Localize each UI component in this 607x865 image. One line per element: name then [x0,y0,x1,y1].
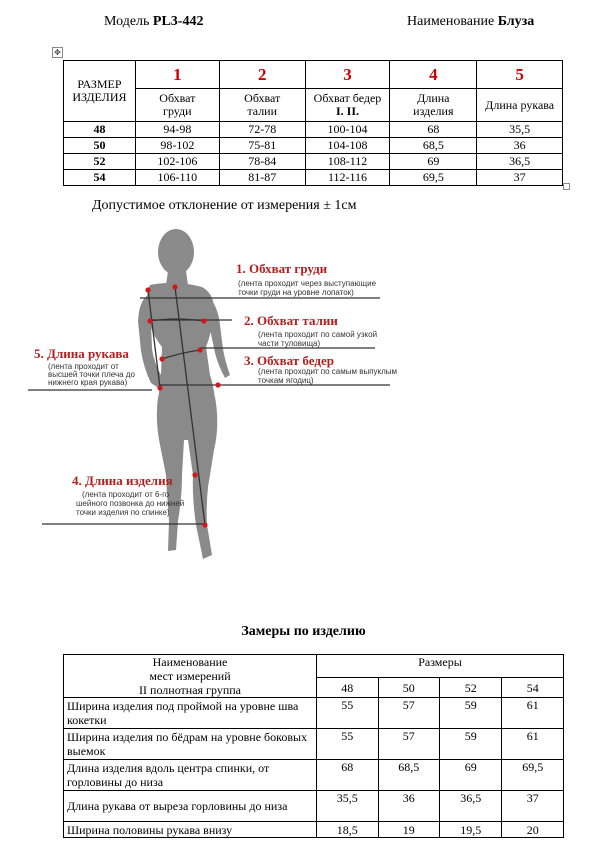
meas-value: 69,5 [502,760,564,791]
col-label-3-sub: I. II. [335,104,359,118]
size-cell: 108-112 [305,154,390,170]
col-num-3: 3 [305,61,390,89]
size-row [64,170,563,186]
meas-size-col: 50 [378,678,439,698]
name-header [407,14,534,30]
size-cell: 35,5 [477,122,563,138]
m1-title: 1. Обхват груди [236,261,328,276]
name-label: Наименование [407,14,495,29]
size-cell: 75-81 [219,138,305,154]
meas-row-name: Ширина изделия по бёдрам на уровне боковых выемок [64,729,317,760]
size-cell: 68,5 [390,138,477,154]
size-header-cell: РАЗМЕР ИЗДЕЛИЯ [64,61,136,122]
col-label-4: Длина изделия [390,89,477,122]
size-cell: 54 [64,170,136,186]
meas-value: 36,5 [439,791,502,822]
m5-desc2: высшей точки плеча до [48,370,135,379]
meas-value: 20 [502,822,564,838]
size-cell: 94-98 [135,122,219,138]
m5-title: 5. Длина рукава [34,346,129,361]
tolerance-note: Допустимое отклонение от измерения ± 1см [92,198,357,213]
table-resize-handle-icon[interactable] [563,183,570,190]
col-label-2: Обхват талии [219,89,305,122]
meas-value: 68 [317,760,378,791]
meas-value: 59 [439,729,502,760]
m1-desc1: (лента проходит через выступающие [238,279,377,288]
col-label-5: Длина рукава [477,89,563,122]
meas-row [64,822,564,838]
size-cell: 98-102 [135,138,219,154]
m3-desc2: точкам ягодиц) [258,376,314,385]
size-cell: 48 [64,122,136,138]
table-move-handle-icon[interactable]: ✥ [52,47,63,58]
size-cell: 36,5 [477,154,563,170]
meas-value: 37 [502,791,564,822]
meas-value: 61 [502,729,564,760]
meas-value: 59 [439,698,502,729]
m5-desc1: (лента проходит от [48,362,119,371]
m2-desc2: части туловища) [258,339,321,348]
col-num-5: 5 [477,61,563,89]
size-cell: 104-108 [305,138,390,154]
measurements-title: Замеры по изделию [241,624,366,639]
size-cell: 81-87 [219,170,305,186]
m4-title: 4. Длина изделия [72,473,173,488]
meas-name-header [64,655,317,698]
size-row [64,122,563,138]
col-label-3 [305,89,390,122]
meas-value: 19 [378,822,439,838]
meas-size-col: 52 [439,678,502,698]
meas-row-name: Длина изделия вдоль центра спинки, от горловины до низа [64,760,317,791]
model-value: PL3-442 [152,14,204,29]
meas-row [64,791,564,822]
meas-name-header-2: мест измерений [149,669,231,683]
size-cell: 69 [390,154,477,170]
meas-value: 61 [502,698,564,729]
size-cell: 36 [477,138,563,154]
meas-value: 68,5 [378,760,439,791]
meas-value: 57 [378,729,439,760]
meas-value: 18,5 [317,822,378,838]
size-cell: 37 [477,170,563,186]
name-value: Блуза [497,14,535,29]
body-measurement-figure [0,225,607,570]
meas-row-name: Ширина половины рукава внизу [64,822,317,838]
col-num-4: 4 [390,61,477,89]
meas-value: 69 [439,760,502,791]
meas-name-header-3: II полнотная группа [139,683,241,697]
meas-row-name: Длина рукава от выреза горловины до низа [64,791,317,822]
meas-value: 57 [378,698,439,729]
size-cell: 112-116 [305,170,390,186]
col-num-1: 1 [135,61,219,89]
meas-name-header-1: Наименование [152,655,228,669]
size-cell: 100-104 [305,122,390,138]
model-header [104,14,203,30]
size-cell: 69,5 [390,170,477,186]
size-cell: 72-78 [219,122,305,138]
meas-value: 19,5 [439,822,502,838]
m4-desc3: точки изделия по спинке) [76,508,170,517]
m3-title: 3. Обхват бедер [244,353,334,368]
m4-desc2: шейного позвонка до нижней [76,499,185,508]
meas-value: 55 [317,729,378,760]
size-cell: 68 [390,122,477,138]
size-row [64,138,563,154]
col-label-3-text: Обхват бедер [313,91,382,105]
meas-value: 36 [378,791,439,822]
col-label-1: Обхват груди [135,89,219,122]
size-row [64,154,563,170]
size-cell: 102-106 [135,154,219,170]
m2-desc1: (лента проходит по самой узкой [258,330,378,339]
measurements-table [63,654,564,838]
size-cell: 78-84 [219,154,305,170]
size-table [63,60,563,186]
size-cell: 52 [64,154,136,170]
meas-value: 35,5 [317,791,378,822]
model-label: Модель [104,14,150,29]
meas-size-col: 48 [317,678,378,698]
meas-row [64,729,564,760]
meas-size-col: 54 [502,678,564,698]
m4-desc1: (лента проходит от 6-го [82,490,170,499]
m1-desc2: точки груди на уровне лопаток) [238,288,354,297]
m5-desc3: нижнего края рукава) [48,378,128,387]
col-num-2: 2 [219,61,305,89]
meas-row [64,760,564,791]
meas-value: 55 [317,698,378,729]
meas-sizes-header: Размеры [317,655,564,678]
size-cell: 106-110 [135,170,219,186]
size-cell: 50 [64,138,136,154]
m3-desc1: (лента проходит по самым выпуклым [258,367,398,376]
m2-title: 2. Обхват талии [244,313,338,328]
meas-row-name: Ширина изделия под проймой на уровне шва кокетки [64,698,317,729]
meas-row [64,698,564,729]
